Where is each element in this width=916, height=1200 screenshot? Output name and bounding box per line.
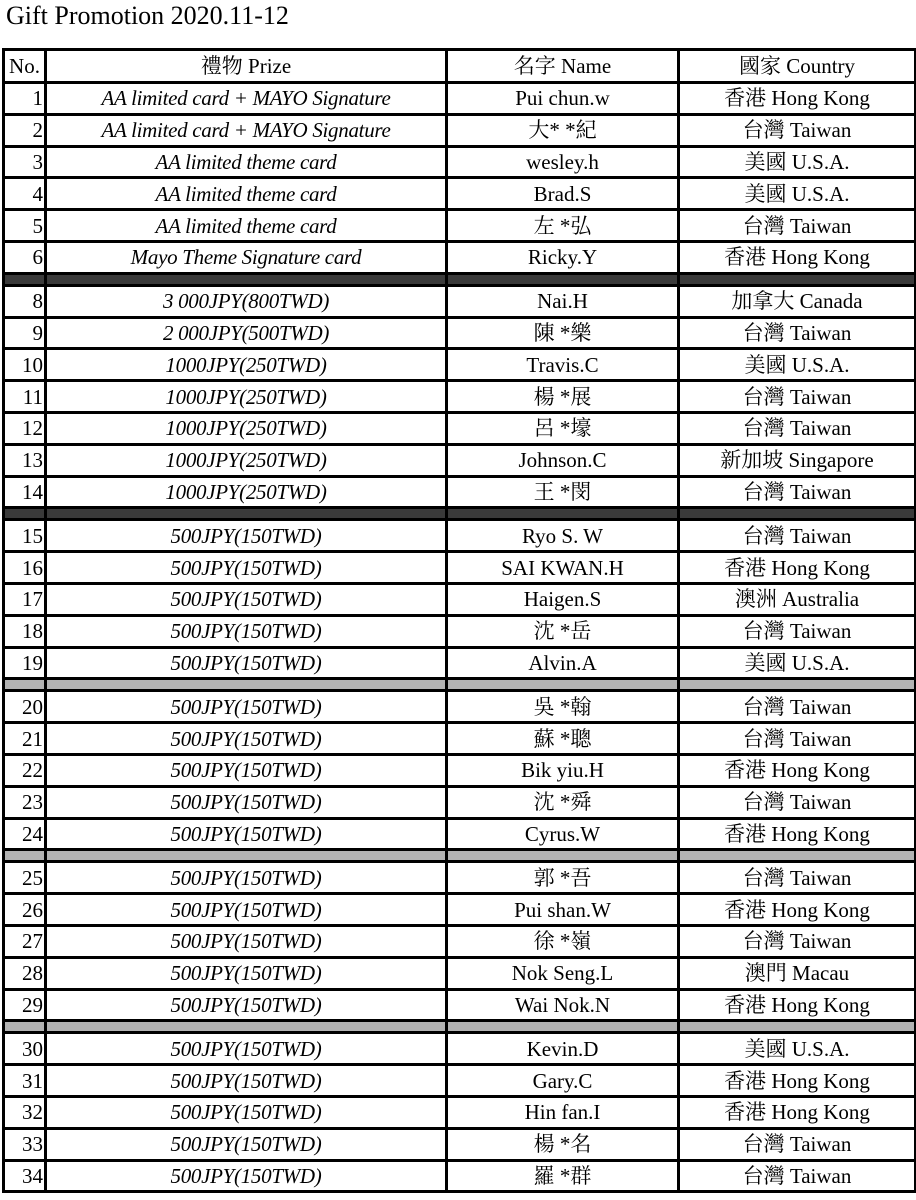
- table-row: [4, 1160, 916, 1192]
- cell-no: 24: [4, 818, 46, 850]
- table-row: [4, 723, 916, 755]
- cell-name: Nok Seng.L: [447, 957, 679, 989]
- cell-no: 3: [4, 146, 46, 178]
- cell-no: 12: [4, 412, 46, 444]
- cell-country: 美國 U.S.A.: [679, 146, 916, 178]
- cell-name: Ricky.Y: [447, 241, 679, 273]
- table-row: [4, 317, 916, 349]
- cell-no: 33: [4, 1128, 46, 1160]
- cell-name: wesley.h: [447, 146, 679, 178]
- cell-name: Gary.C: [447, 1065, 679, 1097]
- cell-prize: 500JPY(150TWD): [46, 862, 447, 894]
- divider-cell: [447, 273, 679, 285]
- table-row: [4, 146, 916, 178]
- divider-cell: [46, 1021, 447, 1033]
- cell-name: 吳 *翰: [447, 691, 679, 723]
- prize-table: [2, 48, 916, 1193]
- cell-name: 王 *閔: [447, 476, 679, 508]
- cell-no: 8: [4, 285, 46, 317]
- table-row: [4, 1033, 916, 1065]
- cell-prize: AA limited theme card: [46, 210, 447, 242]
- cell-prize: 500JPY(150TWD): [46, 818, 447, 850]
- cell-name: Hin fan.I: [447, 1096, 679, 1128]
- divider-cell: [46, 508, 447, 520]
- cell-name: SAI KWAN.H: [447, 552, 679, 584]
- cell-prize: 500JPY(150TWD): [46, 1065, 447, 1097]
- cell-no: 5: [4, 210, 46, 242]
- cell-country: 香港 Hong Kong: [679, 1065, 916, 1097]
- table-row: [4, 412, 916, 444]
- table-row: [4, 754, 916, 786]
- cell-name: Nai.H: [447, 285, 679, 317]
- page-title: Gift Promotion 2020.11-12: [6, 1, 289, 30]
- cell-prize: 500JPY(150TWD): [46, 520, 447, 552]
- cell-country: 澳門 Macau: [679, 957, 916, 989]
- cell-country: 香港 Hong Kong: [679, 552, 916, 584]
- table-row: [4, 114, 916, 146]
- cell-name: Alvin.A: [447, 647, 679, 679]
- cell-prize: 500JPY(150TWD): [46, 1128, 447, 1160]
- cell-name: 郭 *吾: [447, 862, 679, 894]
- cell-name: 沈 *舜: [447, 786, 679, 818]
- table-row: [4, 210, 916, 242]
- table-row: [4, 1128, 916, 1160]
- cell-prize: 500JPY(150TWD): [46, 552, 447, 584]
- cell-country: 香港 Hong Kong: [679, 241, 916, 273]
- section-divider-row: [4, 273, 916, 285]
- table-row: [4, 178, 916, 210]
- table-header-row: [4, 50, 916, 83]
- cell-no: 18: [4, 615, 46, 647]
- table-row: [4, 552, 916, 584]
- cell-name: Pui shan.W: [447, 894, 679, 926]
- cell-no: 11: [4, 381, 46, 413]
- table-row: [4, 83, 916, 115]
- cell-prize: 500JPY(150TWD): [46, 894, 447, 926]
- cell-name: Cyrus.W: [447, 818, 679, 850]
- table-row: [4, 1065, 916, 1097]
- section-divider-row: [4, 508, 916, 520]
- table-row: [4, 1096, 916, 1128]
- cell-prize: 500JPY(150TWD): [46, 989, 447, 1021]
- column-header-name: 名字 Name: [447, 50, 679, 83]
- cell-no: 28: [4, 957, 46, 989]
- cell-no: 4: [4, 178, 46, 210]
- table-row: [4, 691, 916, 723]
- divider-cell: [447, 508, 679, 520]
- divider-cell: [679, 1021, 916, 1033]
- column-header-country: 國家 Country: [679, 50, 916, 83]
- divider-cell: [447, 679, 679, 691]
- cell-name: 沈 *岳: [447, 615, 679, 647]
- cell-no: 34: [4, 1160, 46, 1192]
- divider-cell: [447, 1021, 679, 1033]
- cell-country: 加拿大 Canada: [679, 285, 916, 317]
- cell-prize: 1000JPY(250TWD): [46, 349, 447, 381]
- table-row: [4, 241, 916, 273]
- cell-name: 楊 *名: [447, 1128, 679, 1160]
- section-divider-row: [4, 679, 916, 691]
- cell-prize: 3 000JPY(800TWD): [46, 285, 447, 317]
- cell-name: Brad.S: [447, 178, 679, 210]
- cell-country: 美國 U.S.A.: [679, 647, 916, 679]
- cell-prize: 1000JPY(250TWD): [46, 476, 447, 508]
- divider-cell: [46, 273, 447, 285]
- cell-country: 美國 U.S.A.: [679, 1033, 916, 1065]
- cell-country: 澳洲 Australia: [679, 583, 916, 615]
- table-row: [4, 818, 916, 850]
- cell-country: 台灣 Taiwan: [679, 691, 916, 723]
- cell-prize: AA limited theme card: [46, 178, 447, 210]
- cell-name: 羅 *群: [447, 1160, 679, 1192]
- cell-prize: 500JPY(150TWD): [46, 647, 447, 679]
- cell-prize: 1000JPY(250TWD): [46, 381, 447, 413]
- cell-no: 16: [4, 552, 46, 584]
- divider-cell: [4, 273, 46, 285]
- divider-cell: [679, 273, 916, 285]
- section-divider-row: [4, 850, 916, 862]
- cell-no: 22: [4, 754, 46, 786]
- cell-country: 新加坡 Singapore: [679, 444, 916, 476]
- cell-prize: 1000JPY(250TWD): [46, 444, 447, 476]
- cell-country: 台灣 Taiwan: [679, 381, 916, 413]
- cell-name: 呂 *壕: [447, 412, 679, 444]
- cell-country: 美國 U.S.A.: [679, 349, 916, 381]
- table-row: [4, 862, 916, 894]
- divider-cell: [679, 679, 916, 691]
- divider-cell: [4, 1021, 46, 1033]
- table-row: [4, 647, 916, 679]
- divider-cell: [46, 850, 447, 862]
- cell-no: 26: [4, 894, 46, 926]
- cell-country: 台灣 Taiwan: [679, 925, 916, 957]
- cell-no: 27: [4, 925, 46, 957]
- cell-name: Kevin.D: [447, 1033, 679, 1065]
- divider-cell: [4, 850, 46, 862]
- cell-prize: 500JPY(150TWD): [46, 925, 447, 957]
- cell-prize: 500JPY(150TWD): [46, 691, 447, 723]
- cell-country: 台灣 Taiwan: [679, 786, 916, 818]
- table-row: [4, 894, 916, 926]
- cell-name: 陳 *樂: [447, 317, 679, 349]
- cell-name: 楊 *展: [447, 381, 679, 413]
- cell-name: Johnson.C: [447, 444, 679, 476]
- cell-no: 6: [4, 241, 46, 273]
- cell-country: 香港 Hong Kong: [679, 894, 916, 926]
- divider-cell: [447, 850, 679, 862]
- cell-name: Pui chun.w: [447, 83, 679, 115]
- cell-no: 15: [4, 520, 46, 552]
- divider-cell: [679, 508, 916, 520]
- cell-country: 台灣 Taiwan: [679, 723, 916, 755]
- cell-prize: 2 000JPY(500TWD): [46, 317, 447, 349]
- cell-name: Haigen.S: [447, 583, 679, 615]
- cell-no: 14: [4, 476, 46, 508]
- cell-prize: 500JPY(150TWD): [46, 723, 447, 755]
- table-row: [4, 925, 916, 957]
- table-row: [4, 444, 916, 476]
- cell-country: 香港 Hong Kong: [679, 754, 916, 786]
- divider-cell: [46, 679, 447, 691]
- cell-country: 香港 Hong Kong: [679, 1096, 916, 1128]
- cell-country: 美國 U.S.A.: [679, 178, 916, 210]
- cell-no: 32: [4, 1096, 46, 1128]
- cell-country: 台灣 Taiwan: [679, 1160, 916, 1192]
- cell-name: 徐 *嶺: [447, 925, 679, 957]
- table-row: [4, 786, 916, 818]
- cell-country: 台灣 Taiwan: [679, 317, 916, 349]
- divider-cell: [4, 679, 46, 691]
- table-row: [4, 615, 916, 647]
- cell-country: 台灣 Taiwan: [679, 615, 916, 647]
- cell-no: 29: [4, 989, 46, 1021]
- cell-prize: 500JPY(150TWD): [46, 786, 447, 818]
- cell-prize: Mayo Theme Signature card: [46, 241, 447, 273]
- cell-no: 1: [4, 83, 46, 115]
- cell-no: 17: [4, 583, 46, 615]
- cell-name: Ryo S. W: [447, 520, 679, 552]
- cell-name: 大* *紀: [447, 114, 679, 146]
- cell-no: 23: [4, 786, 46, 818]
- table-row: [4, 381, 916, 413]
- cell-name: 左 *弘: [447, 210, 679, 242]
- section-divider-row: [4, 1021, 916, 1033]
- table-row: [4, 476, 916, 508]
- cell-prize: 500JPY(150TWD): [46, 1160, 447, 1192]
- cell-country: 台灣 Taiwan: [679, 210, 916, 242]
- cell-prize: AA limited theme card: [46, 146, 447, 178]
- cell-country: 台灣 Taiwan: [679, 412, 916, 444]
- cell-prize: 500JPY(150TWD): [46, 615, 447, 647]
- cell-no: 25: [4, 862, 46, 894]
- cell-country: 台灣 Taiwan: [679, 476, 916, 508]
- cell-no: 31: [4, 1065, 46, 1097]
- cell-country: 台灣 Taiwan: [679, 1128, 916, 1160]
- cell-prize: 500JPY(150TWD): [46, 1033, 447, 1065]
- cell-no: 30: [4, 1033, 46, 1065]
- cell-country: 台灣 Taiwan: [679, 862, 916, 894]
- cell-no: 19: [4, 647, 46, 679]
- table-body: [4, 83, 916, 1192]
- cell-prize: 500JPY(150TWD): [46, 1096, 447, 1128]
- cell-country: 香港 Hong Kong: [679, 83, 916, 115]
- table-row: [4, 349, 916, 381]
- cell-prize: 500JPY(150TWD): [46, 957, 447, 989]
- cell-name: 蘇 *聰: [447, 723, 679, 755]
- cell-country: 台灣 Taiwan: [679, 114, 916, 146]
- column-header-prize: 禮物 Prize: [46, 50, 447, 83]
- cell-name: Wai Nok.N: [447, 989, 679, 1021]
- table-row: [4, 583, 916, 615]
- cell-country: 台灣 Taiwan: [679, 520, 916, 552]
- cell-no: 9: [4, 317, 46, 349]
- table-row: [4, 520, 916, 552]
- table-row: [4, 957, 916, 989]
- cell-prize: 500JPY(150TWD): [46, 754, 447, 786]
- table-row: [4, 989, 916, 1021]
- column-header-no: No.: [4, 50, 46, 83]
- cell-prize: 500JPY(150TWD): [46, 583, 447, 615]
- cell-no: 13: [4, 444, 46, 476]
- cell-prize: 1000JPY(250TWD): [46, 412, 447, 444]
- cell-no: 21: [4, 723, 46, 755]
- cell-prize: AA limited card + MAYO Signature: [46, 114, 447, 146]
- cell-name: Travis.C: [447, 349, 679, 381]
- cell-country: 香港 Hong Kong: [679, 818, 916, 850]
- cell-country: 香港 Hong Kong: [679, 989, 916, 1021]
- cell-name: Bik yiu.H: [447, 754, 679, 786]
- cell-no: 10: [4, 349, 46, 381]
- divider-cell: [679, 850, 916, 862]
- cell-prize: AA limited card + MAYO Signature: [46, 83, 447, 115]
- cell-no: 20: [4, 691, 46, 723]
- table-row: [4, 285, 916, 317]
- cell-no: 2: [4, 114, 46, 146]
- divider-cell: [4, 508, 46, 520]
